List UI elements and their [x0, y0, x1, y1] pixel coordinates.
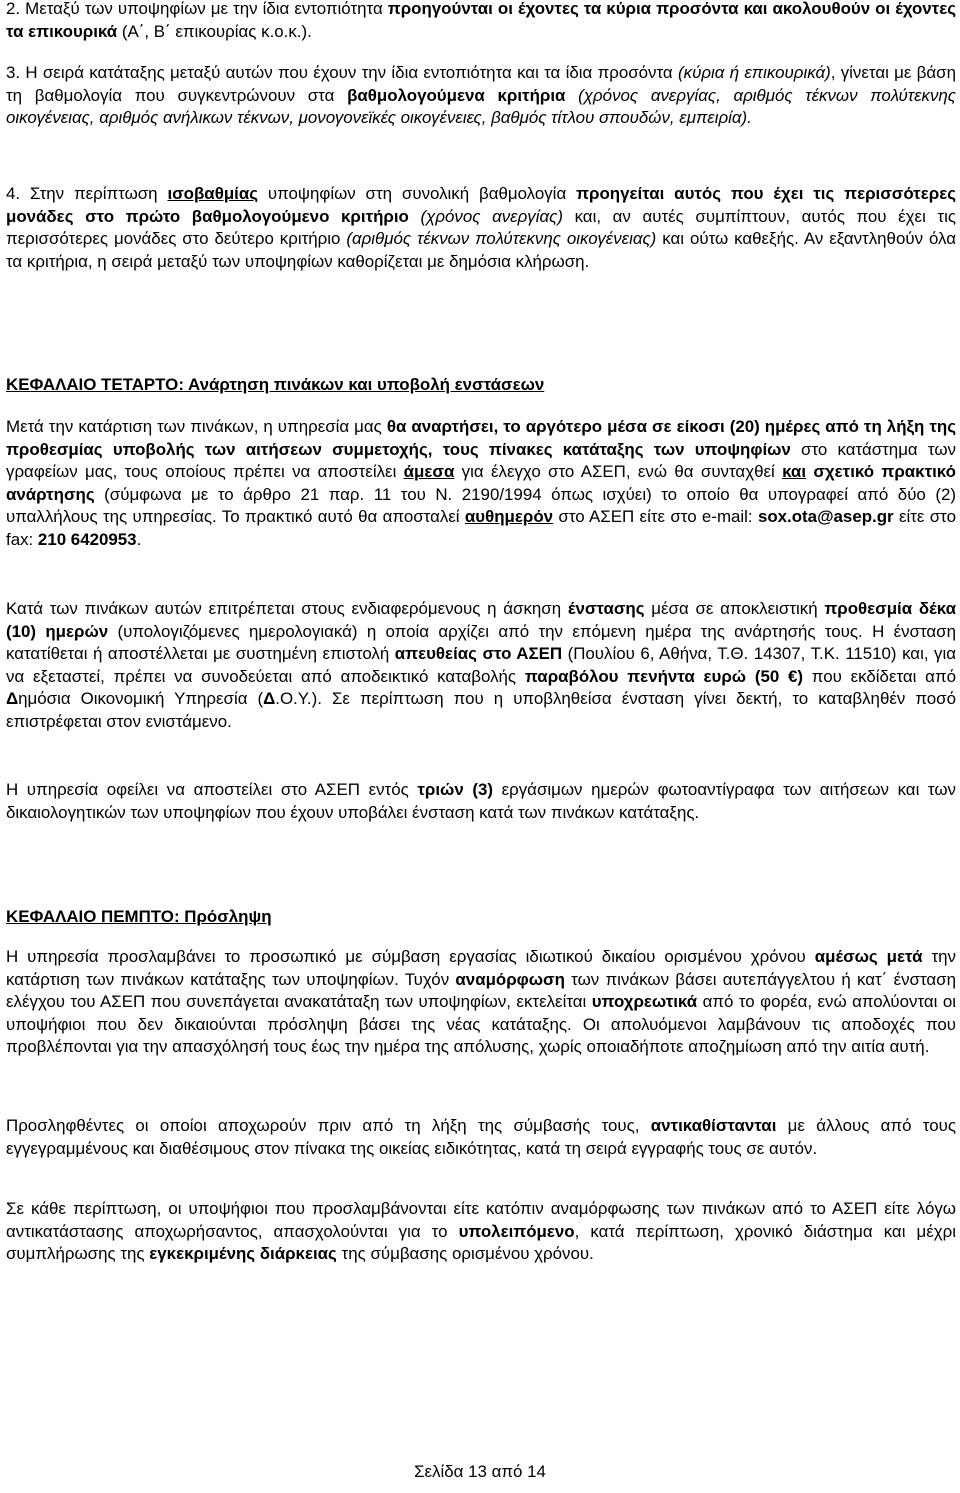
chapter-4-paragraph-1	[6, 416, 956, 552]
paragraph-item-4	[6, 183, 956, 273]
text-run: από το φορέα, ενώ απολύονται οι υποψήφιοι που δεν δικαιούνται πρόσληψη βάσει της νέας κατάταξης. Οι απολυόμενοι λαμβάνουν τις αποδοχές που προβλέπονται για την απασχόλησή τους έως την ημέρα της απόλυσης, χωρίς οποιαδήποτε αποζημίωση από την αιτία αυτή.	[6, 992, 956, 1057]
text-run: άμεσα	[403, 462, 455, 482]
text-run: βαθμολογούμενα κριτήρια	[347, 85, 566, 105]
text-run: αναμόρφωση	[455, 969, 565, 989]
text-run: ΚΕΦΑΛΑΙΟ ΠΕΜΠΤΟ: Πρόσληψη	[6, 907, 272, 926]
text-run: , γίνεται με βάση τη βαθμολογία που συγκεντρώνουν στα	[6, 63, 956, 105]
text-run: απευθείας στο ΑΣΕΠ	[394, 644, 563, 664]
text-run: της σύμβασης ορισμένου χρόνου.	[336, 1244, 594, 1264]
paragraph-item-3	[6, 62, 956, 130]
text-run: (σύμφωνα με το άρθρο 21 παρ. 11 του Ν. 2190/1994 όπως ισχύει) το οποίο θα υπογραφεί από δύο (2) υπαλλήλους της υπηρεσίας. Το πρακτικό αυτό θα αποσταλεί	[6, 484, 956, 527]
text-run: μέσα σε αποκλειστική	[644, 599, 825, 618]
text-run: που εκδίδεται από	[803, 666, 956, 686]
text-run: Η υπηρεσία οφείλει να αποστείλει στο ΑΣΕΠ εντός	[6, 780, 418, 799]
text-run: τριών (3)	[417, 780, 493, 799]
text-run: την κατάρτιση των πινάκων κατάταξης των υποψηφίων. Τυχόν	[6, 947, 956, 989]
text-run: .Ο.Υ.). Σε περίπτωση που η υποβληθείσα ένσταση γίνει δεκτή, το καταβληθέν ποσό επιστρέφεται στον ενιστάμενο.	[6, 689, 956, 731]
text-run: προηγούνται οι έχοντες τα κύρια προσόντα και ακολουθούν οι έχοντες τα επικουρικά	[6, 0, 956, 41]
text-run: (αριθμός τέκνων πολύτεκνης οικογένειας)	[346, 229, 657, 249]
text-run: ισοβαθμίας	[167, 184, 259, 203]
text-run: προθεσμία δέκα (10) ημερών	[6, 599, 956, 641]
text-run: των πινάκων βάσει αυτεπάγγελτου ή κατ΄ ένσταση ελέγχου του ΑΣΕΠ που συνεπάγεται ανακατάταξη των υποψηφίων, εκτελείται	[6, 969, 956, 1012]
text-run: 3. Η σειρά κατάταξης μεταξύ αυτών που έχουν την ίδια εντοπιότητα και τα ίδια προσόντα	[6, 63, 678, 82]
text-run: ένστασης	[567, 599, 645, 618]
text-run: και, αν αυτές συμπίπτουν, αυτός που έχει τις περισσότερες μονάδες στο δεύτερο κριτήριο	[6, 206, 956, 249]
text-run	[565, 86, 578, 105]
text-run: (χρόνος ανεργίας, αριθμός τέκνων πολύτεκνης οικογένειας, αριθμός ανήλικων τέκνων, μονογονεϊκές οικογένειες, βαθμός τίτλου σπουδών, εμπειρία).	[6, 85, 956, 128]
text-run	[409, 207, 421, 226]
text-run: με άλλους από τους εγγεγραμμένους και διαθέσιμους στον πίνακα της οικείας ειδικότητας, κατά τη σειρά εγγραφής τους σε αυτόν.	[6, 1116, 956, 1158]
page-number-label: Σελίδα 13 από 14	[414, 1462, 546, 1481]
chapter-5-heading	[6, 906, 956, 929]
text-run: (κύρια ή επικουρικά)	[678, 63, 831, 82]
text-run: υπολειπόμενο	[458, 1221, 575, 1241]
chapter-4-paragraph-3	[6, 779, 956, 824]
chapter-5-paragraph-1	[6, 946, 956, 1059]
text-run: Κατά των πινάκων αυτών επιτρέπεται στους ενδιαφερόμενους η άσκηση	[6, 599, 568, 618]
text-run: Σε κάθε περίπτωση, οι υποψήφιοι που προσλαμβάνονται είτε κατόπιν αναμόρφωσης των πινάκων από το ΑΣΕΠ είτε λόγω αντικατάστασης αποχωρήσαντος, απασχολούνται για το	[6, 1199, 956, 1241]
text-run: 210 6420953	[37, 529, 137, 549]
text-run: στο κατάστημα των γραφείων μας, τους οποίους πρέπει να αποστείλει	[6, 439, 956, 482]
text-run: Δ	[6, 689, 19, 709]
text-run: .	[136, 529, 142, 549]
text-run: (Α΄, Β΄ επικουρίας κ.ο.κ.).	[117, 21, 312, 41]
text-run: υποψηφίων στη συνολική βαθμολογία	[258, 184, 577, 203]
text-run: και ούτω καθεξής. Αν εξαντληθούν όλα τα κριτήρια, η σειρά μεταξύ των υποψηφίων καθορίζεται με δημόσια κλήρωση.	[6, 229, 956, 271]
text-run: , κατά περίπτωση, χρονικό διάστημα και μέχρι συμπλήρωσης της	[6, 1221, 956, 1264]
text-run: στο ΑΣΕΠ είτε στο e-mail:	[553, 507, 758, 527]
text-run: ημόσια Οικονομική Υπηρεσία (	[18, 689, 264, 709]
text-run: sox.ota@asep.gr	[757, 507, 894, 527]
text-run: εγκεκριμένης διάρκειας	[149, 1244, 337, 1264]
chapter-4-paragraph-2	[6, 598, 956, 734]
paragraph-item-2	[6, 0, 956, 43]
text-run: (υπολογιζόμενες ημερολογιακά) η οποία αρχίζει από την επόμενη ημέρα της ανάρτησής τους. Η ένσταση κατατίθεται ή αποστέλλεται με συστημένη επιστολή	[6, 621, 956, 664]
text-run: αμέσως μετά	[814, 947, 923, 966]
text-run: 4. Στην περίπτωση	[6, 184, 168, 203]
text-run: Προσληφθέντες οι οποίοι αποχωρούν πριν από τη λήξη της σύμβασής τους,	[6, 1116, 651, 1135]
text-run: σχετικό πρακτικό ανάρτησης	[6, 462, 956, 504]
text-run: Μετά την κατάρτιση των πινάκων, η υπηρεσία μας	[6, 417, 387, 436]
text-run: (χρόνος ανεργίας)	[420, 206, 563, 226]
text-run: είτε στο fax:	[6, 507, 957, 549]
text-run: 2. Μεταξύ των υποψηφίων με την ίδια εντοπιότητα	[6, 0, 388, 18]
text-run: αντικαθίστανται	[650, 1116, 777, 1135]
chapter-5-paragraph-2	[6, 1115, 956, 1160]
text-run: για έλεγχο στο ΑΣΕΠ, ενώ θα συνταχθεί	[454, 462, 783, 482]
text-run: υποχρεωτικά	[591, 992, 698, 1012]
text-run: Δ	[263, 689, 276, 709]
text-run: Η υπηρεσία προσλαμβάνει το προσωπικό με σύμβαση εργασίας ιδιωτικού δικαίου ορισμένου χρόνου	[6, 947, 815, 966]
text-run: (Πουλίου 6, Αθήνα, Τ.Θ. 14307, Τ.Κ. 11510) και, για να εξεταστεί, πρέπει να συνοδεύεται από αποδεικτικό καταβολής	[6, 644, 956, 686]
text-run: αυθημερόν	[464, 507, 554, 527]
text-run: παραβόλου πενήντα ευρώ (50 €)	[524, 666, 804, 686]
text-run: προηγείται αυτός που έχει τις περισσότερες μονάδες στο πρώτο βαθμολογούμενο κριτήριο	[6, 184, 956, 226]
text-run: ΚΕΦΑΛΑΙΟ ΤΕΤΑΡΤΟ: Ανάρτηση πινάκων και υποβολή ενστάσεων	[6, 375, 545, 394]
chapter-5-paragraph-3	[6, 1198, 956, 1266]
text-run: και	[782, 462, 807, 482]
text-run: θα αναρτήσει, το αργότερο μέσα σε είκοσι (20) ημέρες από τη λήξη της προθεσμίας υποβολής των αιτήσεων συμμετοχής, τους πίνακες κατάταξης των υποψηφίων	[6, 417, 956, 459]
page-footer	[0, 1461, 960, 1483]
chapter-4-heading	[6, 374, 956, 397]
text-run: εργάσιμων ημερών φωτοαντίγραφα των αιτήσεων και των δικαιολογητικών των υποψηφίων που έχουν υποβάλει ένσταση κατά των πινάκων κατάταξης.	[6, 780, 957, 822]
